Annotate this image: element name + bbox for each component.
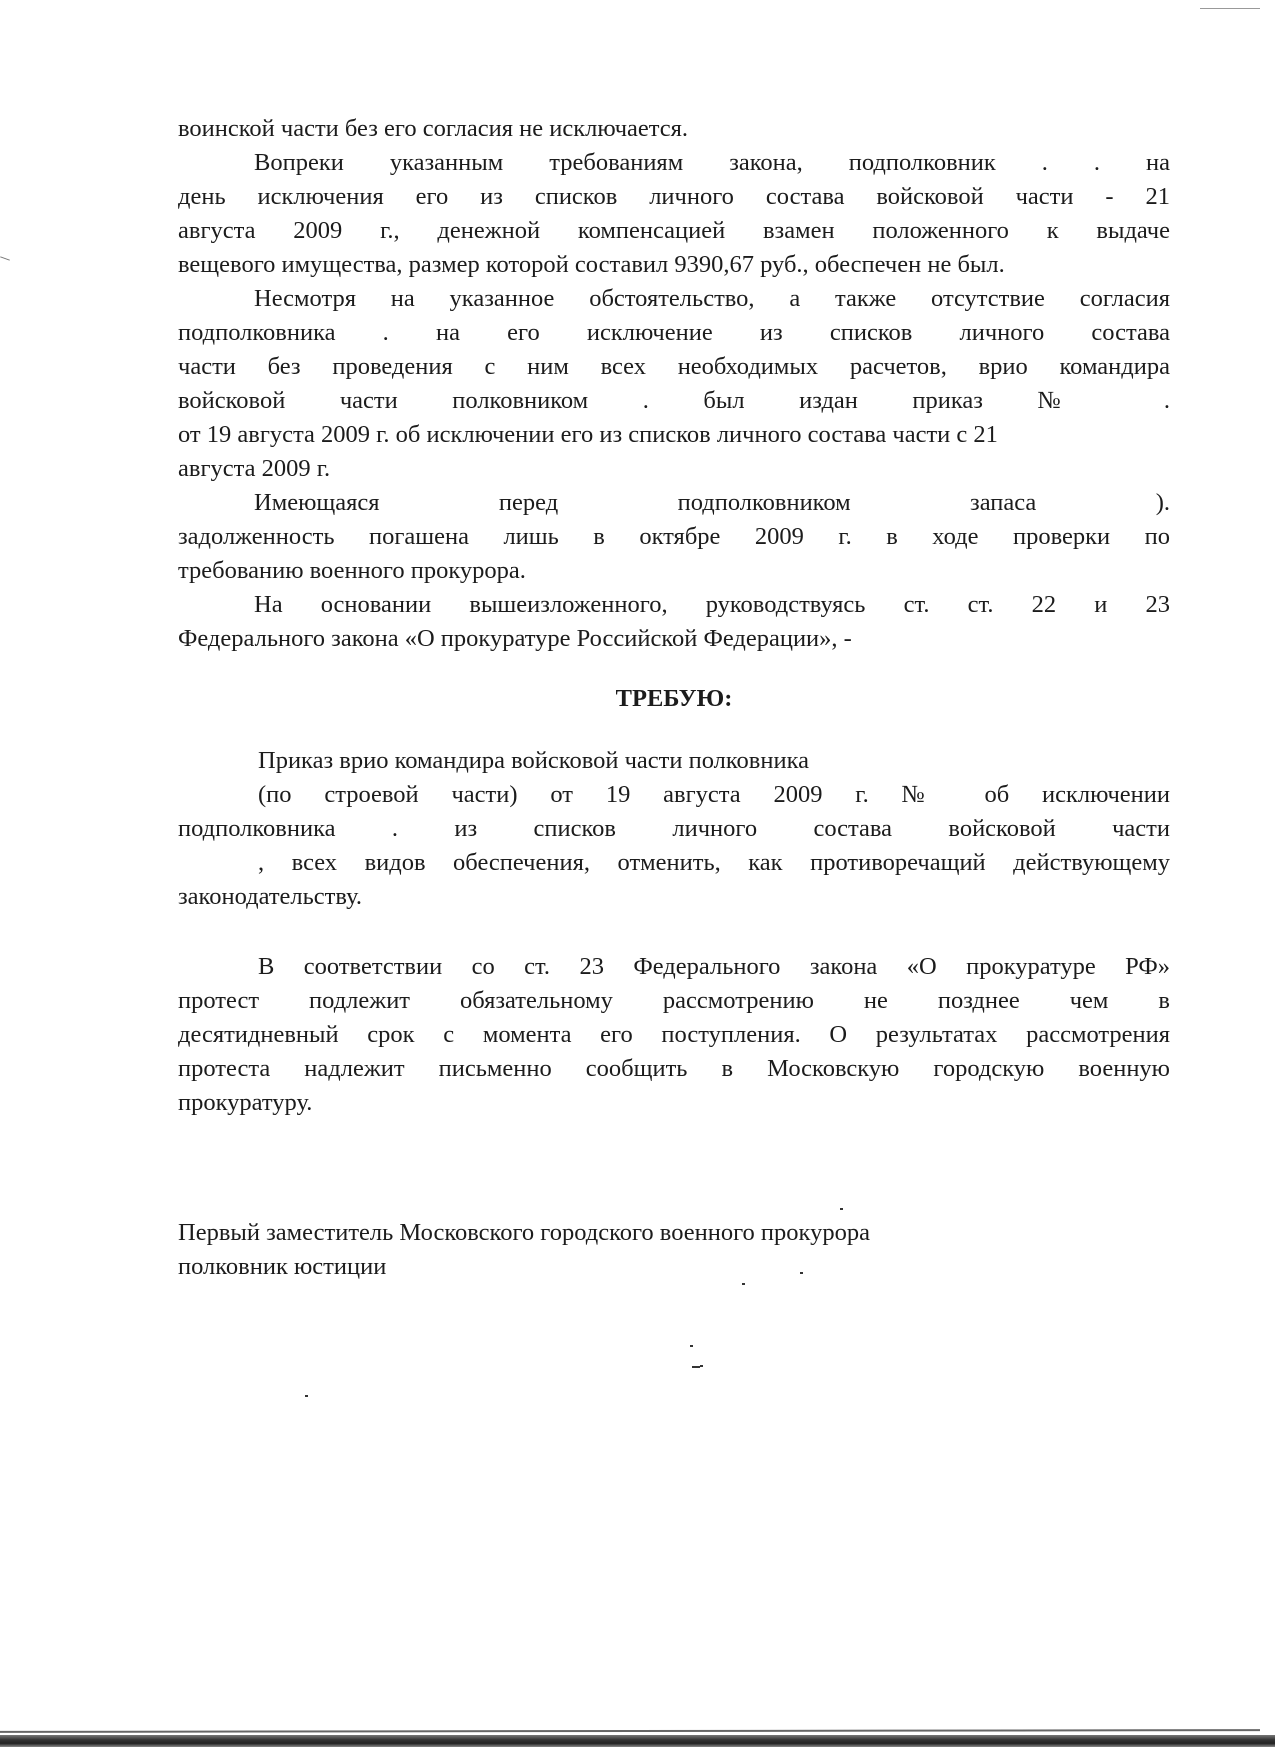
text-line: На основании вышеизложенного, руководствуясь ст. ст. 22 и 23 <box>254 591 1170 618</box>
scan-speck <box>690 1345 693 1347</box>
paragraph-circumstance <box>178 282 1170 486</box>
signature-title: Первый заместитель Московского городского военного прокурора <box>178 1219 870 1246</box>
scan-speck <box>700 1365 703 1367</box>
text-line: войсковой части полковником . был издан приказ № . <box>178 387 1170 414</box>
text-line: части без проведения с ним всех необходимых расчетов, врио командира <box>178 353 1170 380</box>
text-line: Несмотря на указанное обстоятельство, а также отсутствие согласия <box>254 285 1170 312</box>
scan-edge-bar <box>0 1735 1275 1747</box>
text-line: Приказ врио командира войсковой части полковника <box>258 747 809 774</box>
paragraph-demand <box>178 744 1170 914</box>
text-line: протест подлежит обязательному рассмотрению не позднее чем в <box>178 987 1170 1014</box>
paragraph-debt <box>178 486 1170 588</box>
text-line: , всех видов обеспечения, отменить, как противоречащий действующему <box>258 849 1170 876</box>
text-line: августа 2009 г. <box>178 455 331 482</box>
paragraph-basis <box>178 588 1170 656</box>
scan-mark <box>0 256 10 260</box>
scan-speck <box>840 1208 843 1210</box>
paragraph-notice <box>178 950 1170 1120</box>
scan-speck <box>692 1366 700 1368</box>
scan-edge-line <box>0 1729 1260 1733</box>
text-line: августа 2009 г., денежной компенсацией взамен положенного к выдаче <box>178 217 1170 244</box>
text-line: Вопреки указанным требованиям закона, подполковник . . на <box>254 149 1170 176</box>
scan-speck <box>742 1283 745 1285</box>
text-line: от 19 августа 2009 г. об исключении его из списков личного состава части с 21 <box>178 421 998 448</box>
text-line: день исключения его из списков личного состава войсковой части - 21 <box>178 183 1170 210</box>
text-line: задолженность погашена лишь в октябре 2009 г. в ходе проверки по <box>178 523 1170 550</box>
text-line: десятидневный срок с момента его поступления. О результатах рассмотрения <box>178 1021 1170 1048</box>
text-line: протеста надлежит письменно сообщить в Московскую городскую военную <box>178 1055 1170 1082</box>
text-line: воинской части без его согласия не исключается. <box>178 115 689 142</box>
text-line: законодательству. <box>178 883 363 910</box>
signature-block <box>178 1216 1170 1284</box>
text-line: подполковника . из списков личного состава войсковой части <box>178 815 1170 842</box>
paragraph-continuation <box>178 112 1170 146</box>
text-line: вещевого имущества, размер которой составил 9390,67 руб., обеспечен не был. <box>178 251 1005 278</box>
text-line: Имеющаяся перед подполковником запаса ). <box>254 489 1170 516</box>
section-heading: ТРЕБУЮ: <box>615 685 733 712</box>
paragraph-violation <box>178 146 1170 282</box>
text-line: подполковника . на его исключение из списков личного состава <box>178 319 1170 346</box>
scan-mark <box>1200 8 1260 9</box>
text-line: (по строевой части) от 19 августа 2009 г. № об исключении <box>258 781 1170 808</box>
scan-speck <box>800 1272 803 1274</box>
text-line: требованию военного прокурора. <box>178 557 526 584</box>
text-line: прокуратуру. <box>178 1089 313 1116</box>
signature-rank: полковник юстиции <box>178 1253 387 1280</box>
document-page <box>178 112 1170 1284</box>
scan-speck <box>305 1395 308 1397</box>
text-line: В соответствии со ст. 23 Федерального закона «О прокуратуре РФ» <box>258 953 1170 980</box>
text-line: Федерального закона «О прокуратуре Российской Федерации», - <box>178 625 852 652</box>
